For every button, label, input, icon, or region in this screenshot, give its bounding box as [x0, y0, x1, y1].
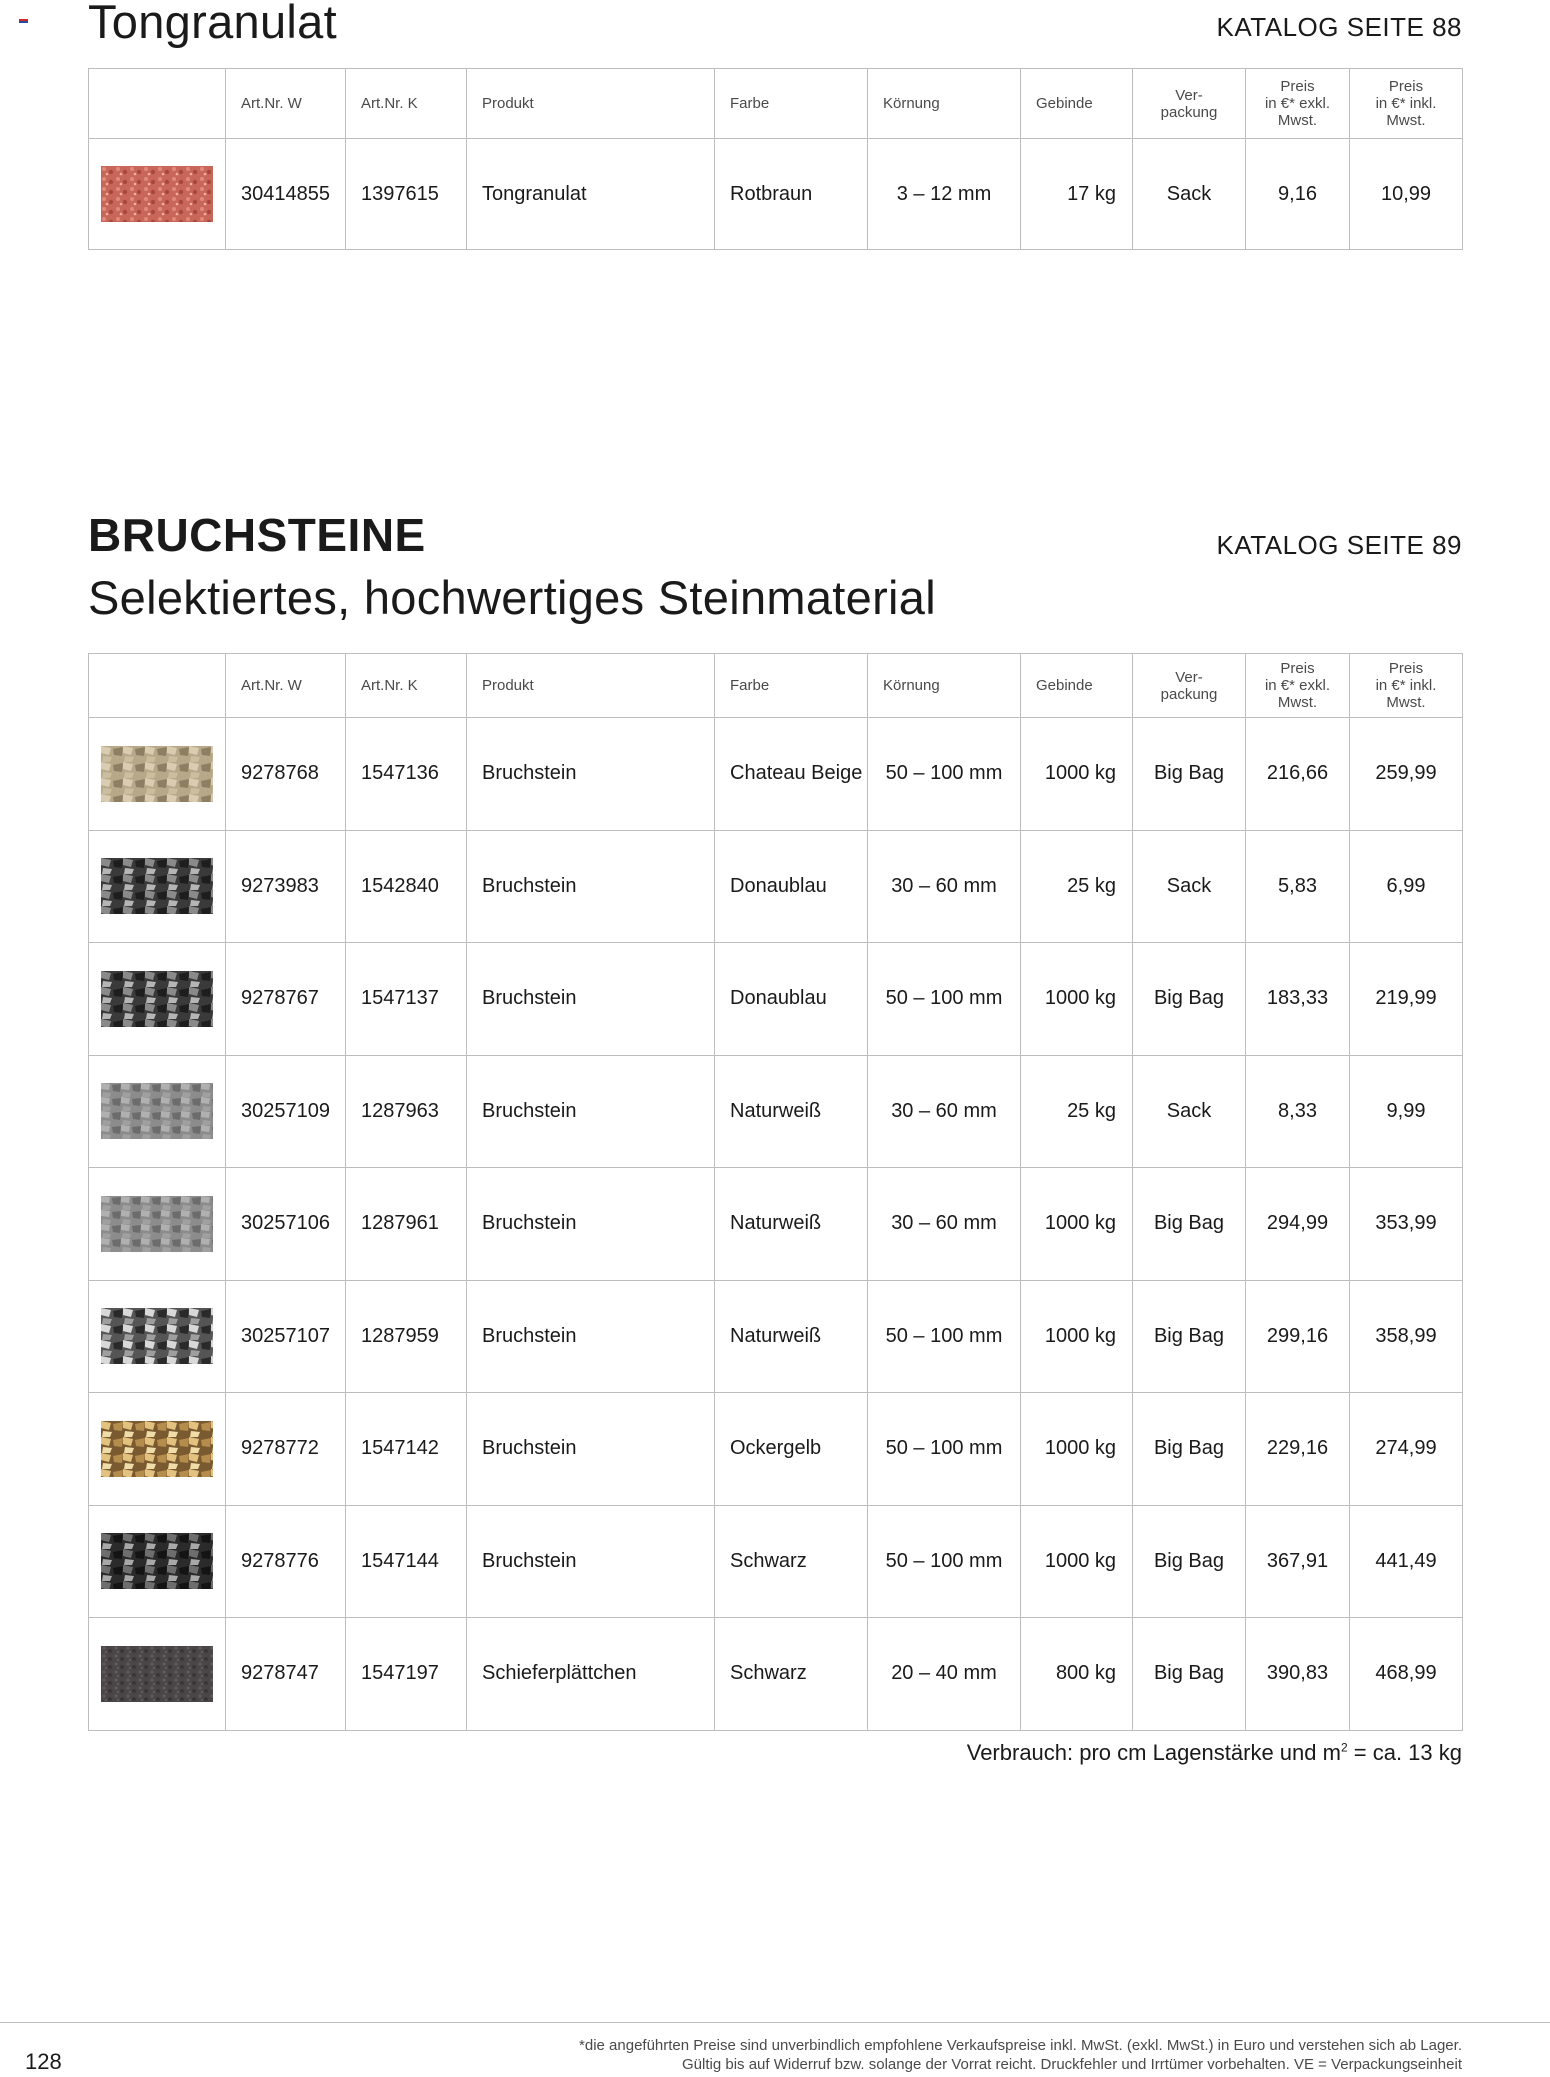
cell-image: [89, 139, 226, 250]
header-koernung: Körnung: [868, 69, 1021, 139]
cell-art-k: 1547136: [346, 718, 467, 831]
katalog-reference-88: KATALOG SEITE 88: [1216, 12, 1462, 42]
cell-preis-inkl: 259,99: [1350, 718, 1463, 831]
cell-koernung: 50 – 100 mm: [868, 1393, 1021, 1506]
cell-farbe: Schwarz: [715, 1505, 868, 1618]
cell-art-k: 1287961: [346, 1168, 467, 1281]
table-row: [89, 1393, 1463, 1506]
table-row: [89, 718, 1463, 831]
cell-image: [89, 943, 226, 1056]
cell-verpackung: Sack: [1133, 1055, 1246, 1168]
cell-preis-exkl: 229,16: [1246, 1393, 1350, 1506]
red-granulate-icon: [101, 166, 213, 222]
bruchsteine-table: [88, 653, 1463, 1731]
cell-art-k: 1287959: [346, 1280, 467, 1393]
cell-koernung: 30 – 60 mm: [868, 830, 1021, 943]
cell-koernung: 50 – 100 mm: [868, 943, 1021, 1056]
section-title-tongranulat: Tongranulat: [88, 0, 337, 48]
cell-preis-exkl: 216,66: [1246, 718, 1350, 831]
cell-image: [89, 1055, 226, 1168]
slate-icon: [101, 1646, 213, 1702]
cell-produkt: Tongranulat: [467, 139, 715, 250]
cell-verpackung: Sack: [1133, 830, 1246, 943]
ochre-stone-icon: [101, 1421, 213, 1477]
cell-gebinde: 1000 kg: [1021, 1393, 1133, 1506]
cell-produkt: Bruchstein: [467, 830, 715, 943]
cell-koernung: 50 – 100 mm: [868, 1280, 1021, 1393]
cell-image: [89, 1168, 226, 1281]
cell-gebinde: 1000 kg: [1021, 1505, 1133, 1618]
table-row: [89, 1280, 1463, 1393]
cell-verpackung: Big Bag: [1133, 1168, 1246, 1281]
cell-art-w: 9273983: [226, 830, 346, 943]
cell-farbe: Ockergelb: [715, 1393, 868, 1506]
cell-preis-inkl: 441,49: [1350, 1505, 1463, 1618]
cell-produkt: Bruchstein: [467, 1168, 715, 1281]
cell-preis-exkl: 299,16: [1246, 1280, 1350, 1393]
cell-koernung: 20 – 40 mm: [868, 1618, 1021, 1731]
cell-art-k: 1547144: [346, 1505, 467, 1618]
dark-stone-icon: [101, 971, 213, 1027]
cell-image: [89, 1280, 226, 1393]
cell-farbe: Donaublau: [715, 830, 868, 943]
cell-image: [89, 718, 226, 831]
cell-gebinde: 1000 kg: [1021, 718, 1133, 831]
header-verpackung: Ver- packung: [1133, 654, 1246, 718]
cell-preis-inkl: 468,99: [1350, 1618, 1463, 1731]
cell-verpackung: Big Bag: [1133, 943, 1246, 1056]
header-farbe: Farbe: [715, 654, 868, 718]
cell-verpackung: Big Bag: [1133, 1280, 1246, 1393]
header-koernung: Körnung: [868, 654, 1021, 718]
footer-divider: [0, 2022, 1550, 2023]
cell-koernung: 50 – 100 mm: [868, 718, 1021, 831]
cell-koernung: 30 – 60 mm: [868, 1168, 1021, 1281]
cell-produkt: Bruchstein: [467, 1505, 715, 1618]
header-art-w: Art.Nr. W: [226, 654, 346, 718]
cell-art-k: 1397615: [346, 139, 467, 250]
header-produkt: Produkt: [467, 69, 715, 139]
cell-art-w: 30257106: [226, 1168, 346, 1281]
cell-image: [89, 1618, 226, 1731]
table-row: [89, 1505, 1463, 1618]
cell-preis-exkl: 390,83: [1246, 1618, 1350, 1731]
header-art-k: Art.Nr. K: [346, 654, 467, 718]
cell-art-w: 30414855: [226, 139, 346, 250]
cell-preis-inkl: 219,99: [1350, 943, 1463, 1056]
cell-farbe: Chateau Beige: [715, 718, 868, 831]
beige-stone-icon: [101, 746, 213, 802]
cell-art-w: 9278776: [226, 1505, 346, 1618]
cell-gebinde: 25 kg: [1021, 830, 1133, 943]
tongranulat-table: [88, 68, 1463, 250]
cell-preis-exkl: 9,16: [1246, 139, 1350, 250]
cell-preis-inkl: 274,99: [1350, 1393, 1463, 1506]
cell-preis-exkl: 183,33: [1246, 943, 1350, 1056]
cell-gebinde: 1000 kg: [1021, 943, 1133, 1056]
cell-art-w: 30257107: [226, 1280, 346, 1393]
cell-image: [89, 1505, 226, 1618]
table-row: [89, 1618, 1463, 1731]
cell-verpackung: Big Bag: [1133, 1618, 1246, 1731]
header-image: [89, 69, 226, 139]
table-header-row: [89, 654, 1463, 718]
header-farbe: Farbe: [715, 69, 868, 139]
header-preis-inkl: Preis in €* inkl. Mwst.: [1350, 654, 1463, 718]
footnote: [579, 2036, 1462, 2074]
footnote-line-2: Gültig bis auf Widerruf bzw. solange der Vorrat reicht. Druckfehler und Irrtümer vorbehalten. VE = Verpackungseinheit: [682, 2056, 1462, 2073]
dark-stone-icon: [101, 858, 213, 914]
cell-gebinde: 800 kg: [1021, 1618, 1133, 1731]
cell-gebinde: 25 kg: [1021, 1055, 1133, 1168]
table-row: [89, 1168, 1463, 1281]
mixed-stone-icon: [101, 1308, 213, 1364]
cell-preis-inkl: 358,99: [1350, 1280, 1463, 1393]
cell-image: [89, 1393, 226, 1506]
cell-preis-inkl: 6,99: [1350, 830, 1463, 943]
header-produkt: Produkt: [467, 654, 715, 718]
cell-image: [89, 830, 226, 943]
cell-farbe: Rotbraun: [715, 139, 868, 250]
cell-art-k: 1547137: [346, 943, 467, 1056]
header-gebinde: Gebinde: [1021, 69, 1133, 139]
cell-produkt: Bruchstein: [467, 1280, 715, 1393]
cell-art-k: 1547142: [346, 1393, 467, 1506]
header-preis-exkl: Preis in €* exkl. Mwst.: [1246, 654, 1350, 718]
cell-preis-inkl: 10,99: [1350, 139, 1463, 250]
cell-farbe: Donaublau: [715, 943, 868, 1056]
header-art-w: Art.Nr. W: [226, 69, 346, 139]
cell-preis-inkl: 9,99: [1350, 1055, 1463, 1168]
cell-art-w: 9278747: [226, 1618, 346, 1731]
header-art-k: Art.Nr. K: [346, 69, 467, 139]
header-verpackung: Ver- packung: [1133, 69, 1246, 139]
cell-verpackung: Big Bag: [1133, 1505, 1246, 1618]
table-row: [89, 830, 1463, 943]
table-row: [89, 943, 1463, 1056]
cell-preis-exkl: 367,91: [1246, 1505, 1350, 1618]
cell-art-k: 1547197: [346, 1618, 467, 1731]
cell-preis-exkl: 294,99: [1246, 1168, 1350, 1281]
header-preis-inkl: Preis in €* inkl. Mwst.: [1350, 69, 1463, 139]
cell-art-w: 9278767: [226, 943, 346, 1056]
brand-flag-icon: [19, 19, 28, 24]
cell-gebinde: 1000 kg: [1021, 1168, 1133, 1281]
grey-stone-icon: [101, 1083, 213, 1139]
cell-produkt: Bruchstein: [467, 943, 715, 1056]
cell-verpackung: Big Bag: [1133, 718, 1246, 831]
cell-farbe: Naturweiß: [715, 1055, 868, 1168]
cell-preis-inkl: 353,99: [1350, 1168, 1463, 1281]
header-gebinde: Gebinde: [1021, 654, 1133, 718]
cell-farbe: Naturweiß: [715, 1280, 868, 1393]
cell-gebinde: 1000 kg: [1021, 1280, 1133, 1393]
cell-gebinde: 17 kg: [1021, 139, 1133, 250]
table-row: [89, 1055, 1463, 1168]
section-heading-bruchsteine: BRUCHSTEINE: [88, 509, 426, 561]
cell-produkt: Bruchstein: [467, 1393, 715, 1506]
cell-koernung: 30 – 60 mm: [868, 1055, 1021, 1168]
cell-produkt: Bruchstein: [467, 1055, 715, 1168]
grey-stone-icon: [101, 1196, 213, 1252]
cell-art-k: 1542840: [346, 830, 467, 943]
cell-art-w: 30257109: [226, 1055, 346, 1168]
cell-verpackung: Big Bag: [1133, 1393, 1246, 1506]
consumption-note: Verbrauch: pro cm Lagenstärke und $m^2$ = ca. 13 kg: [966, 1740, 1462, 1765]
header-image: [89, 654, 226, 718]
table-header-row: [89, 69, 1463, 139]
header-preis-exkl: Preis in €* exkl. Mwst.: [1246, 69, 1350, 139]
cell-art-w: 9278772: [226, 1393, 346, 1506]
table-row: [89, 139, 1463, 250]
black-stone-icon: [101, 1533, 213, 1589]
cell-farbe: Naturweiß: [715, 1168, 868, 1281]
cell-art-k: 1287963: [346, 1055, 467, 1168]
cell-produkt: Schieferplättchen: [467, 1618, 715, 1731]
page-number: 128: [25, 2049, 62, 2074]
footnote-line-1: *die angeführten Preise sind unverbindlich empfohlene Verkaufspreise inkl. MwSt. (exkl. MwSt.) in Euro und verstehen sich ab Lager.: [579, 2037, 1462, 2054]
section-subtitle: Selektiertes, hochwertiges Steinmaterial: [88, 571, 936, 624]
katalog-reference-89: KATALOG SEITE 89: [1216, 530, 1462, 560]
cell-preis-exkl: 5,83: [1246, 830, 1350, 943]
cell-koernung: 50 – 100 mm: [868, 1505, 1021, 1618]
cell-preis-exkl: 8,33: [1246, 1055, 1350, 1168]
cell-koernung: 3 – 12 mm: [868, 139, 1021, 250]
cell-farbe: Schwarz: [715, 1618, 868, 1731]
cell-verpackung: Sack: [1133, 139, 1246, 250]
cell-art-w: 9278768: [226, 718, 346, 831]
cell-produkt: Bruchstein: [467, 718, 715, 831]
